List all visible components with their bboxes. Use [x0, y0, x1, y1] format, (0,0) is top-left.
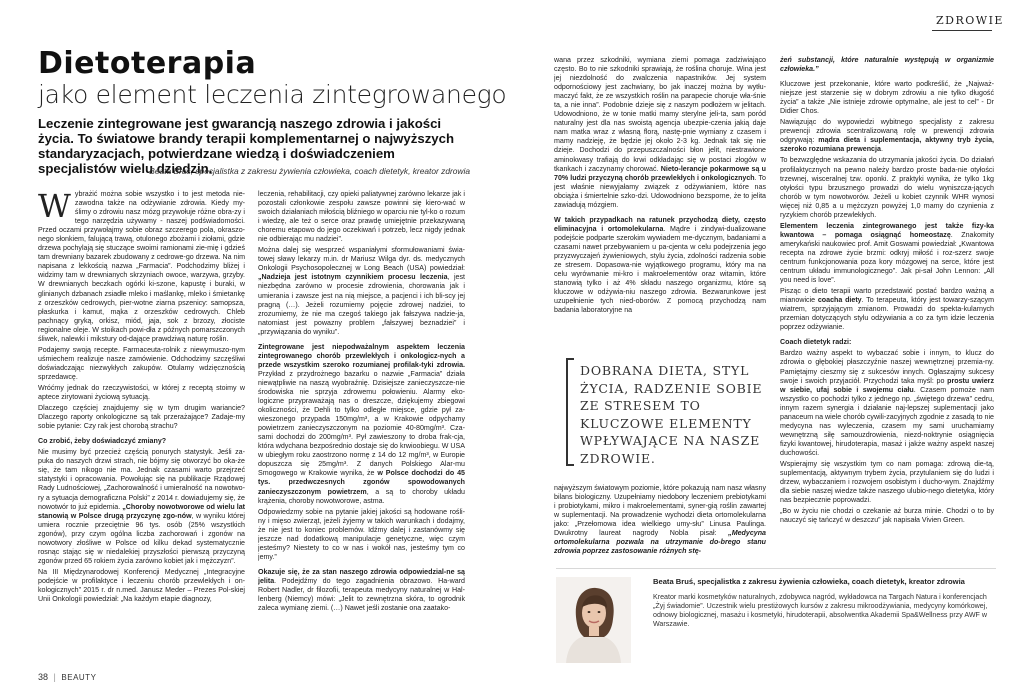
text-column-2 — [258, 190, 465, 668]
author-bio — [556, 568, 996, 669]
paragraph: Podajemy swoją recepte. Farmaceuta-rolnik z niewymuszo-nym uśmiechem realizuje nasze zamówienie. Odchodzimy szczęśliwi doświadczając niezwykłych zakupów. Otulamy wdzięcznością sprzedawcę. — [38, 345, 245, 381]
paragraph: Elementem leczenia zintegrowanego jest także fizy-ka kwantowa – pomaga osiągnąć homeostazę. Znakomity amerykański naukowiec prof. Amit Goswami powiedział: „Kwantowa recepta na zdrowe życie brzmi: odkryj miłość i roz-szerz swoje centrum funkcjonowania poza kory mózgowej na serce, które jest centrum układu immunologicznego”. Jak pi-sał John Lennon: „All you need is love”. — [780, 221, 994, 285]
paragraph: leczenia, rehabilitacji, czy opieki paliatywnej zarówno lekarze jak i pozostali członkowie zespołu zawsze powinni się kiero-wać w swoich działaniach miłością bliźniego w oparciu nie tyl-ko o rozum i wiedzę, ale też o serce oraz prawdę umiejętnie przekazywaną choremu etapowo do jego oczekiwań i potrzeb, lecz nigdy jednak nie odbierając mu nadziei”. — [258, 190, 465, 244]
author-description: Kreator marki kosmetyków naturalnych, zdobywca nagród, wykładowca na Targach Natura i konferencjach „Żyj świadomie”. Uczestnik wielu prestiżowych kursów z zakresu mikroodżywiania, medycyny komórkowej, odnowy biologicznej, masażu i kosmetyki, hirudoterapii, absolwentka Akademii Spa&Wellness przy AWF w Warszawie. — [653, 593, 988, 628]
text-column-1 — [38, 190, 245, 668]
paragraph: „Bo w życiu nie chodzi o czekanie aż burza minie. Chodzi o to by nauczyć się tańczyć w deszczu” jak napisała Vivien Green. — [780, 507, 994, 525]
paragraph: Wspierajmy się wszystkim tym co nam pomaga: zdrową die-tą, suplementacją, aktywnym trybem życia, przytulaniem się do ludzi i drzew, wybaczaniem i rozwojem osobistym i ducho-wym. Znajdźmy dla siebie naszej wiedze także naszego ulubio-nego dietetyka, który nas bezpiecznie poprowadzi. — [780, 459, 994, 505]
section-heading: Coach dietetyk radzi: — [780, 338, 852, 347]
page-number: 38 — [38, 672, 49, 682]
paragraph: ybrażić można sobie wszystko i to jest metoda nie-zawodna także na odżywianie zdrowia. Kiedy my-ślimy o zdrowiu nasz mózg przywołuje różne obra-zy i tego narzędzia używamy - naszej podświadomości. Przed oczami przywołajmy sobie obraz szczerego pola, okraszo-nego słonkiem, falującą trawą, otulonego zbożami i ziołami, gdzie drzewa pochylają się stuczące swoimi ramionami zie-mię i gdzieś tam drewniany bazarek zbudowany z cedrowe-go drzewa. Na nim napisana z lekkością nazwa „Farmacia”. Podchodzimy bliżej i widzimy tam w drewnianych skrzyniach owoce, warzywa, grzyby. W drewnianych beczkach ogórki ki-szone, kapustę i buraki, w glinianych dzbanach zsiadłe mleko i maślankę, mleko i śmietankę z orzeszków cedrowych, pier-wotne ziarna pszenicy: samopsza, płaskurka i kamut, mąka z orzeszków cedrowych. Chleb pachnący gryką, orkisz, miód, jaja, sok z brzozy, złociste regionalne oleje. W stoikach powi-dła z późnych pomarszczonych śliwek, nalewki i mikstury od-dające prawdziwą naturę roślin. — [38, 190, 245, 343]
paragraph: Okazuje się, że za stan naszego zdrowia odpowiedzial-ne są jelita. Podejdźmy do tego zagadnienia obrazowo. Ha-ward Robert Nadler, dr filozofii, terapeuta medycyny naturalnej w Hal-lenberg (Niemcy) mówi: „Jelit to zewnętrzna skóra, to ogrodnik zaleca wymianę ziemi. (…) Nawet jeśli zostanie ona zaatako- — [258, 567, 465, 613]
footer-separator: | — [53, 672, 56, 682]
article-byline: Beata Bruś, specjalistka z zakresu żywienia człowieka, coach dietetyk, kreator zdrowia — [149, 166, 470, 176]
author-photo — [556, 577, 631, 663]
article-title: Dietoterapia — [38, 46, 257, 81]
page-footer — [38, 672, 96, 682]
paragraph: Kluczowe jest przekonanie, które warto podkreślić, że „Najważ-niejsze jest starzenie się w dobrym zdrowiu a nie tylko długość życia” a także „Nie istnieje zdrowie optymalne, ale jest to cel” - Dr Didier Chos. — [780, 80, 994, 116]
paragraph: Pisząc o dieto terapii warto przedstawić postać bardzo ważną a mianowicie coacha diety. To terapeuta, który jest towarzy-szącym wiatrem, sprzyjającym zmianom. Prowadzi do spekta-kularnych przemian dotyczących stylu odżywiania a co za tym idzie leczenia poprzez odżywianie. — [780, 287, 994, 332]
paragraph: Dlaczego częściej znajdujemy się w tym drugim wariancie? Dlaczego raporty onkologiczne są tak przerażające? Zadaje-my sobie pytanie: Czy rak jest chorobą strachu? — [38, 404, 245, 431]
author-name: Beata Bruś, specjalistka z zakresu żywienia człowieka, coach dietetyk, kreator zdrowia — [653, 577, 965, 586]
article-lead: Leczenie zintegrowane jest gwarancją naszego zdrowia i jakości życia. To światowe brandy terapii komplementarnej o najwyższych standaryzacjach, potwierdzane wiedzą i doświadczeniem specjalistów wielu dziedzin. — [38, 116, 455, 176]
article-subtitle: jako element leczenia zintegrowanego — [38, 80, 507, 109]
pull-quote-bracket — [566, 358, 574, 466]
text-column-3-continued — [554, 484, 766, 564]
author-portrait-icon — [556, 577, 631, 663]
pull-quote — [566, 358, 776, 468]
magazine-name: BEAUTY — [61, 673, 97, 682]
paragraph: Zintegrowane jest niepodważalnym aspektem leczenia zintegrowanego chorób przewlekłych i onkologicz-nych a przede wszystkim szeroko rozumianej profilak-tyki zdrowia. Przykład z przydrożnego bazarku o nazwie „Farmacia” działa niewątpliwie na naszą wyobraźnię. Dzisiejsze zanieczyszcze-nie środowiska nie sprzyja zdrowemu połowieniu. Alarmy eko-logiczne przypraważają nas o dreszcze, dziękujemy zbiegowi okoliczności, że Dehli to tylko odległe miejsce, gdzie pył za-wieszonego przypada 150mg/m³, a w Krakowie odpychamy powietrzem zanieczyszczonym na poziomie 40-80mg/m³. Cza-sami dochodzi do 200mg/m³. Pył zawieszony to droba frak-cja, która wdychana bezpośrednio dostaje się do krwioobiegu. W USA w ubiegłym roku zaostrzono normę z 14 do 12 mg/m³, w Europie dopuszcza się 25mg/m³. Z danych Polskiego Alar-mu Smogowego w Krakowie wynika, że w Polsce dochodzi do 45 tys. przedwczesnych zgonów spowodowanych zanieczyszczonym powietrzem, a są to choroby układu krążenia, choroby nowotworowe, astma. — [258, 342, 465, 505]
text-column-3 — [554, 56, 766, 352]
paragraph: Nie musimy być przecież częścią ponurych statystyk. Jeśli za-puka do naszych drzwi strach, nie bójmy się otworzyć bo oka-że się, że tam nikogo nie ma. Jednak czasami warto przejrzeć statystyki i opracowania. Powołując się na publikacje Rządowej Rady Ludnościowej, „Zachorowalność i umieralność na nowotwo-ry a sytuacja demograficzna Polski” z 2014 r. dowiadujemy się, że nowotwór to już epidemia. „Choroby nowotworowe od wielu lat stanowią w Polsce drugą przyczynę zgo-nów, w wyniku której umiera rocznie przeciętnie 96 tys. osób (25% wszystkich zgonów), przy czym ogólna liczba zachorowań i zgonów na nowotwory złośliwe w Polsce od kilku dekad systematycznie rosnąc stając się w niedalekiej przyszłości pierwszą przyczyną zgonów przed 65 rokiem życia zarówno kobiet jak i mężczyzn”. — [38, 448, 245, 565]
paragraph: najwyższym światowym poziomie, które pokazują nam nasz własny bilans biologiczny. Uzupełniamy niedobory leczeniem prebiotykami i probiotykami, mikro i makroelementami, syner-gią roślin zawartej w suplementacji. Na prowadzenie wychodzi dieta ortomolekularna jako: „Przełomowa idea wielkiego umy-słu” Linusa Paulinga. Dwukrotny laureat nagrody Nobla pisał: „Medycyna ortomolekularna pozwala na utrzymanie do-brego stanu zdrowia poprzez zastosowanie różnych stę- — [554, 484, 766, 556]
paragraph: żeń substancji, które naturalnie występują w organizmie człowieka.” — [780, 56, 994, 74]
paragraph: To bezwzględne wskazania do utrzymania jakości życia. Do działań profilaktycznych na pewno należy bardzo proste bada-nie otyłości trzewnej, wisceralnej tzw. oponki. Z praktyki wynika, że tylko 1kg otyłości typu brzusznego prowadzi do wielu wyniszcza-jących chorób w tym nowotworów. Jeżeli u kobiet czynnik WHR wynosi więcej niż 0,85 a u mężczyzn powyżej 1,0 mamy do czynienia z ryzykiem chorób przewlekłych. — [780, 156, 994, 219]
paragraph: wana przez szkodniki, wymiana ziemi pomaga zadziwiająco często. Bo to nie szkodniki sprawiają, że roślina choruje. Wina jest jej niezdolność do zwalczenia napastników. Jej system odpornościowy jest zachwiany, bo jak inaczej można by wytłu-maczyć fakt, że ze wszystkich roślin na parapecie choruje wła-śnie ta, a nie inna”. Podobnie dzieje się z naszym podłożem w jelitach. Udowodniono, że w tonie matki mamy sterylne jeli-ta, sam poród naturalny jest dla nas swoistą agencja ubezpie-czenia jakią daje nam matka wraz z własną florą, nastę-pnie wymiany z czasem i mamy nadzieję, że będzie jej około 2-3 kg. Jednak tak się nie dzieje. Dochodzi do przepuszczalności błon jelit, niestrawione aminokwasy trafiają do krwi odkładając się w postaci złogów w tkankach i zaczynamy chorować. Nieto-lerancje pokarmowe są u 70% ludzi przyczyną chorób przewlekłych i onkologicznych. To jest właśnie niewyjałamy związek z odżywianiem, które nas obciąża i śmiertelnie szko-dzi. Udowodniono bezsporne, że to jelita zawiadują mózgiem. — [554, 56, 766, 209]
paragraph: Na III Międzynarodowej Konferencji Medycznej „Integracyjne podejście w profilaktyce i leczeniu chorób przewlekłych i on-kologicznych” 2015 r. dr n.med. Janusz Meder – Prezes Pol-skiej Unii Onkologii powiedział: „Na każdym etapie diagnozy, — [38, 567, 245, 604]
section-heading: Co zrobić, żeby doświadczyć zmiany? — [38, 437, 167, 446]
drop-cap: W — [38, 190, 71, 225]
paragraph: Odpowiedzmy sobie na pytanie jakiej jakości są hodowane rośli-ny i mięso zwierząt, jeżeli żyjemy w takich warunkach i dodajmy, że nie jest to koniec problemów. Idźmy dalej i zastanówmy się jeszcze nad dodatkową manipulacje genetyczne, więc czym jesteśmy? Niestety to co w nas i wokół nas, jesteśmy tym co jemy.” — [258, 507, 465, 561]
pull-quote-text: DOBRANA DIETA, STYL ŻYCIA, RADZENIE SOBIE ZE STRESEM TO KLUCZOWE ELEMENTY WPŁYWAJĄCE NA NASZE ZDROWIE. — [580, 363, 763, 466]
text-column-4 — [780, 56, 994, 566]
section-underline — [932, 30, 992, 31]
paragraph: W takich przypadkach na ratunek przychodzą diety, często eliminacyjna i ortomolekularna. Mądre i zindywi-dualizowane podejście podparte szerokim wywiadem me-dycznym, badaniami a czasami nawet przebywaniem u pa-cjenta w celu podejrzenia jego przyzwyczajeń żywieniowych, stylu życia, zdolności radzenia sobie ze stresem. Dopasowa-nie wyjątkowego programu, który ma na celu wyrównanie mi-kro i makroelementów oraz witamin, które stanowią tylko i aż 4% składu naszego organizmu, które są kluczowe w odżywia-niu naszego zdrowia. Bezwarunkowe jest uzupełnienie tych nied-oborów. Z pomocą przychodzą nam badania laboratoryjne na — [554, 215, 766, 315]
paragraph: Nawiązując do wypowiedzi wybitnego specjalisty z zakresu prewencji zdrowia scentralizowaną rolę w prewencji zdrowia odgrywają: mądra dieta i suplementacja, aktywny tryb życia, szeroko rozumiana prewencja. — [780, 118, 994, 154]
paragraph: Wróćmy jednak do rzeczywistości, w której z receptą stoimy w aptece zirytowani życiową sytuacją. — [38, 383, 245, 402]
section-label: ZDROWIE — [936, 14, 1004, 27]
paragraph: Można dalej się wesprzeć wspaniałymi sformułowaniami świa-towej sławy lekarzy m.in. dr Mariusz Wilga dyr. ds. medycznych Onkologii Psychosopolecznej w Long Beach (USA) powiedział: „Nadzieja jest istotnym czynnikiem procesu leczenia, jest niezbędna zarówno w procesie zdrowienia, chorowania jak i umierania i zawsze jest na nią miejsce, a pacjenci i ich bli-scy jej pragną (…). Jeżeli rozumiemy pojęcie zdrowej nadziei, to zrozumiemy, że nie ma czegoś takiego jak fałszywa nadzie-ja, natomiast jest powazny problem „fałszywej beznadziei” i „przywiązania do wyniku”. — [258, 246, 465, 336]
paragraph: Bardzo ważny aspekt to wybaczać sobie i innym, to klucz do zdrowia o głębokiej płaszczyźnie naszej wewnętrznej przemia-ny. Pamiętajmy cieszmy się z sukcesów innych. Ogłaszajmy sukcesy swoje i swoich przyjaciół. Przychodzi taka myśl: po prostu uwierz w siebie, ufaj sobie i swojemu ciału. Czasem pomoże nam wszystko co pochodzi tylko z jednego np. „świętego drzewa” cedru, innym razem synergia i działanie naj-lepszej suplementacji jako panaceum na wiele chorób cywili-zacyjnych zgodnie z zasadą to nie medycyna nas wyleczenia, czasem my sami uruchamiamy wewnętrzną siłę samouzdrowienia, niezd-noktrynie osiągnięcia fizyki kwantowej, hirudoterapia, masaż i jakże ważny aspekt naszej duchowości. — [780, 349, 994, 457]
